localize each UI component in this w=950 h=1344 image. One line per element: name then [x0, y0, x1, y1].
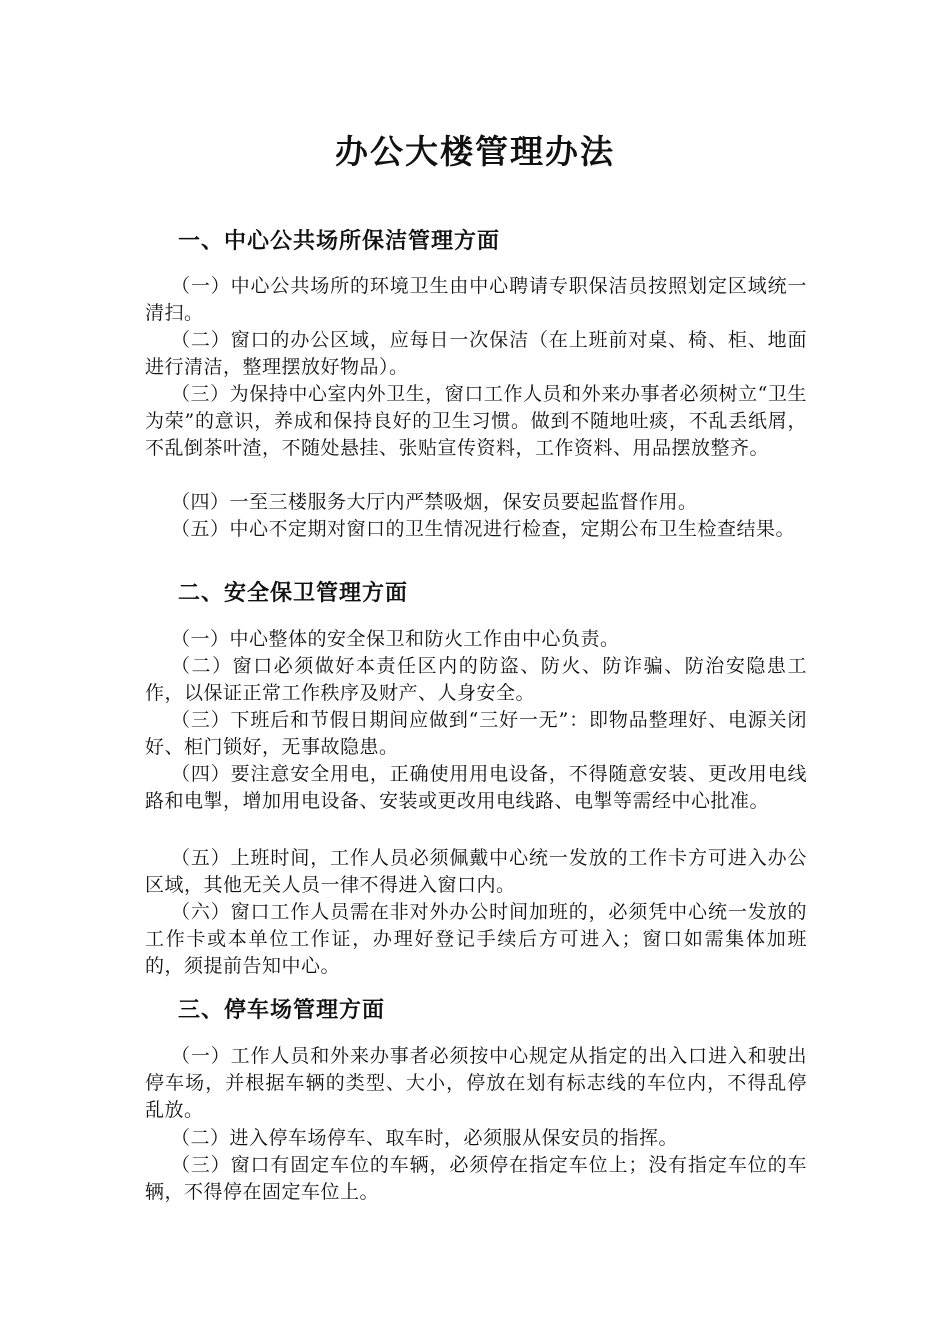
document-title: 办公大楼管理办法: [335, 132, 615, 171]
paragraph: （五）上班时间，工作人员必须佩戴中心统一发放的工作卡方可进入办公区域，其他无关人员一律不得进入窗口内。: [145, 847, 807, 896]
paragraph: （四）一至三楼服务大厅内严禁吸烟，保安员要起监督作用。: [171, 491, 698, 513]
paragraph: （四）要注意安全用电，正确使用用电设备，不得随意安装、更改用电线路和电掣，增加用电设备、安装或更改用电线路、电掣等需经中心批准。: [145, 763, 807, 812]
paragraph: （三）为保持中心室内外卫生，窗口工作人员和外来办事者必须树立“卫生为荣”的意识，养成和保持良好的卫生习惯。做到不随地吐痰，不乱丢纸屑，不乱倒茶叶渣，不随处悬挂、张贴宣传资料，工作资料、用品摆放整齐。: [145, 383, 807, 459]
paragraph: （二）进入停车场停车、取车时，必须服从保安员的指挥。: [171, 1127, 679, 1149]
paragraph: （一）工作人员和外来办事者必须按中心规定从指定的出入口进入和驶出停车场，并根据车辆的类型、大小，停放在划有标志线的车位内，不得乱停乱放。: [145, 1045, 807, 1121]
paragraph: （五）中心不定期对窗口的卫生情况进行检查，定期公布卫生检查结果。: [171, 518, 796, 540]
paragraph: （二）窗口必须做好本责任区内的防盗、防火、防诈骗、防治安隐患工作，以保证正常工作秩序及财产、人身安全。: [145, 655, 807, 704]
section-heading-cleaning: 一、中心公共场所保洁管理方面: [178, 229, 501, 254]
paragraph: （六）窗口工作人员需在非对外办公时间加班的，必须凭中心统一发放的工作卡或本单位工作证，办理好登记手续后方可进入；窗口如需集体加班的，须提前告知中心。: [145, 901, 807, 977]
paragraph: （二）窗口的办公区域，应每日一次保洁（在上班前对桌、椅、柜、地面进行清洁，整理摆放好物品）。: [145, 329, 807, 378]
section-heading-parking: 三、停车场管理方面: [178, 998, 386, 1023]
paragraph: （三）下班后和节假日期间应做到“三好一无”：即物品整理好、电源关闭好、柜门锁好，无事故隐患。: [145, 709, 807, 758]
paragraph: （三）窗口有固定车位的车辆，必须停在指定车位上；没有指定车位的车辆，不得停在固定车位上。: [145, 1154, 807, 1203]
paragraph: （一）中心整体的安全保卫和防火工作由中心负责。: [171, 628, 620, 650]
paragraph: （一）中心公共场所的环境卫生由中心聘请专职保洁员按照划定区域统一清扫。: [145, 275, 807, 324]
section-heading-security: 二、安全保卫管理方面: [178, 581, 409, 606]
